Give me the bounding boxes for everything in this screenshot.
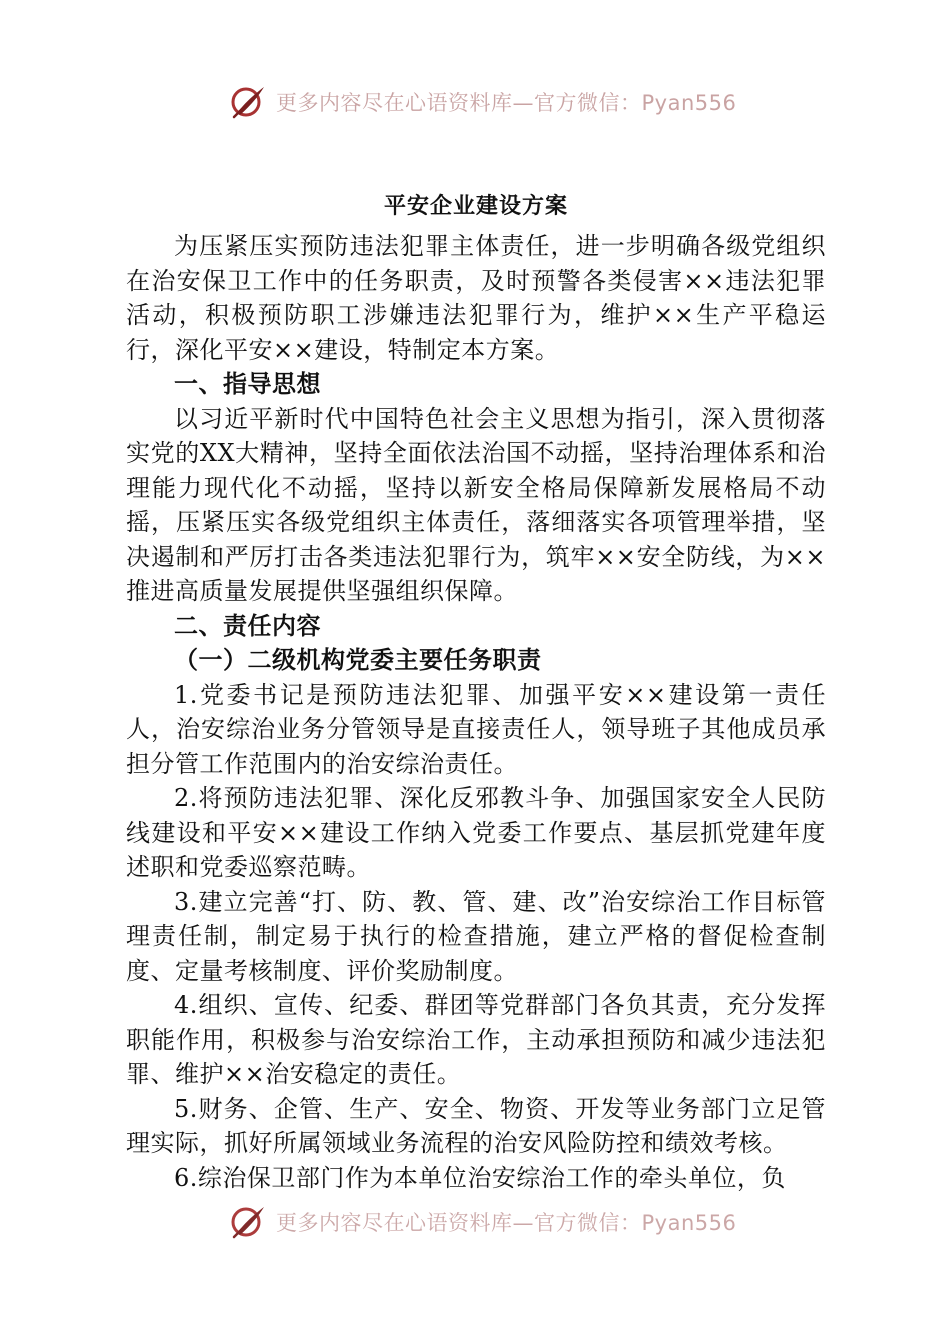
quill-logo-icon [228, 82, 268, 122]
guiding-thought-paragraph: 以习近平新时代中国特色社会主义思想为指引，深入贯彻落实党的XX大精神，坚持全面依法治国不动摇，坚持治理体系和治理能力现代化不动摇，坚持以新安全格局保障新发展格局不动摇，压紧压实各级党组织主体责任，落细落实各项管理举措，坚决遏制和严厉打击各类违法犯罪行为，筑牢××安全防线，为××推进高质量发展提供坚强组织保障。 [126, 404, 826, 605]
duty-item-3: 3.建立完善“打、防、教、管、建、改”治安综治工作目标管理责任制，制定易于执行的检查措施，建立严格的督促检查制度、定量考核制度、评价奖励制度。 [126, 887, 826, 985]
intro-paragraph: 为压紧压实预防违法犯罪主体责任，进一步明确各级党组织在治安保卫工作中的任务职责，及时预警各类侵害××违法犯罪活动，积极预防职工涉嫌违法犯罪行为，维护××生产平稳运行，深化平安××建设，特制定本方案。 [126, 232, 826, 364]
document-body [126, 190, 826, 1195]
subsection-heading-party-committee-duties: （一）二级机构党委主要任务职责 [174, 645, 542, 674]
watermark-footer [228, 1202, 736, 1242]
watermark-text: 更多内容尽在心语资料库—官方微信：Pyan556 [276, 91, 737, 115]
document-title: 平安企业建设方案 [383, 193, 568, 219]
duty-item-1: 1.党委书记是预防违法犯罪、加强平安××建设第一责任人，治安综治业务分管领导是直接责任人，领导班子其他成员承担分管工作范围内的治安综治责任。 [126, 680, 826, 778]
section-heading-responsibilities: 二、责任内容 [174, 610, 321, 640]
duty-item-2: 2.将预防违法犯罪、深化反邪教斗争、加强国家安全人民防线建设和平安××建设工作纳入党委工作要点、基层抓党建年度述职和党委巡察范畴。 [126, 784, 826, 881]
watermark-header [228, 82, 736, 122]
duty-item-5: 5.财务、企管、生产、安全、物资、开发等业务部门立足管理实际，抓好所属领域业务流程的治安风险防控和绩效考核。 [126, 1094, 826, 1157]
duty-item-6: 6.综治保卫部门作为本单位治安综治工作的牵头单位，负 [174, 1163, 786, 1192]
duty-item-4: 4.组织、宣传、纪委、群团等党群部门各负其责，充分发挥职能作用，积极参与治安综治工作，主动承担预防和减少违法犯罪、维护××治安稳定的责任。 [126, 991, 826, 1088]
section-heading-guiding-thought: 一、指导思想 [174, 369, 321, 398]
quill-logo-icon [228, 1202, 268, 1242]
watermark-text: 更多内容尽在心语资料库—官方微信：Pyan556 [276, 1211, 737, 1235]
